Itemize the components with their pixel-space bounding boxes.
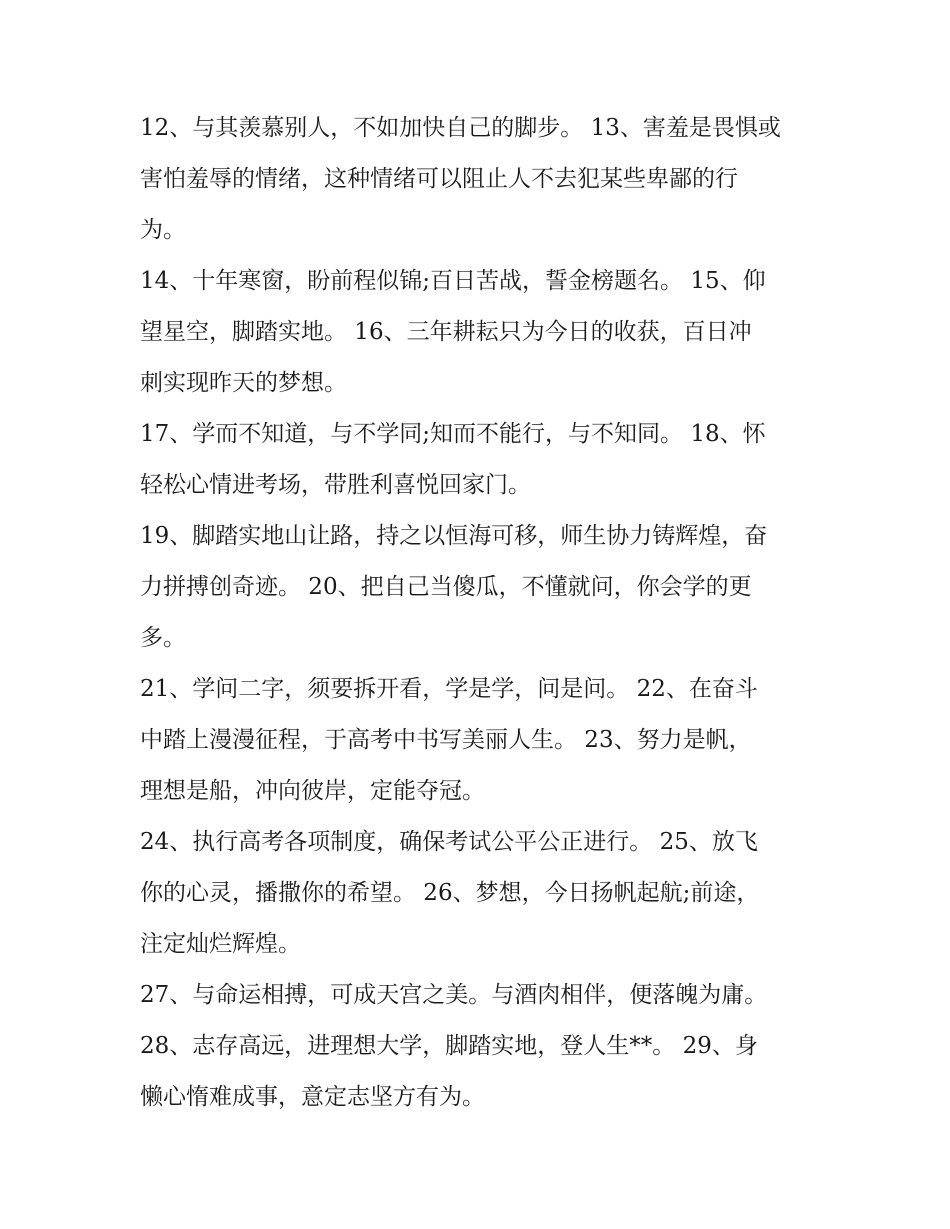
text-line: 力拼搏创奇迹。 20、把自己当傻瓜，不懂就问，你会学的更 [140, 574, 752, 600]
paragraph-14-16 [140, 256, 812, 409]
paragraph-28-29 [140, 1021, 812, 1123]
text-line: 多。 [140, 625, 186, 651]
text-line: 刺实现昨天的梦想。 [140, 370, 347, 396]
paragraph-17-18 [140, 409, 812, 511]
text-line: 理想是船，冲向彼岸，定能夺冠。 [140, 778, 485, 804]
text-line: 望星空，脚踏实地。 16、三年耕耘只为今日的收获，百日冲 [140, 319, 752, 345]
paragraph-27 [140, 970, 812, 1021]
text-line: 17、学而不知道，与不学同;知而不能行，与不知同。 18、怀 [140, 421, 766, 447]
text-line: 19、脚踏实地山让路，持之以恒海可移，师生协力铸辉煌，奋 [140, 523, 768, 549]
text-line: 24、执行高考各项制度，确保考试公平公正进行。 25、放飞 [140, 829, 758, 855]
text-line: 28、志存高远，进理想大学，脚踏实地，登人生**。 29、身 [140, 1033, 758, 1059]
document-body [140, 103, 812, 1123]
text-line: 你的心灵，播撒你的希望。 26、梦想，今日扬帆起航;前途， [140, 880, 760, 906]
paragraph-24-26 [140, 817, 812, 970]
text-line: 12、与其羡慕别人，不如加快自己的脚步。 13、害羞是畏惧或 [140, 115, 781, 141]
text-line: 害怕羞辱的情绪，这种情绪可以阻止人不去犯某些卑鄙的行 [140, 166, 738, 192]
text-line: 注定灿烂辉煌。 [140, 931, 301, 957]
text-line: 21、学问二字，须要拆开看，学是学，问是问。 22、在奋斗 [140, 676, 758, 702]
text-line: 中踏上漫漫征程，于高考中书写美丽人生。 23、努力是帆， [140, 727, 752, 753]
paragraph-12-13 [140, 103, 812, 256]
paragraph-21-23 [140, 664, 812, 817]
text-line: 懒心惰难成事，意定志坚方有为。 [140, 1084, 485, 1110]
text-line: 27、与命运相搏，可成天宫之美。与酒肉相伴，便落魄为庸。 [140, 982, 768, 1008]
text-line: 轻松心情进考场，带胜利喜悦回家门。 [140, 472, 531, 498]
text-line: 为。 [140, 217, 186, 243]
text-line: 14、十年寒窗，盼前程似锦;百日苦战，誓金榜题名。 15、仰 [140, 268, 766, 294]
paragraph-19-20 [140, 511, 812, 664]
